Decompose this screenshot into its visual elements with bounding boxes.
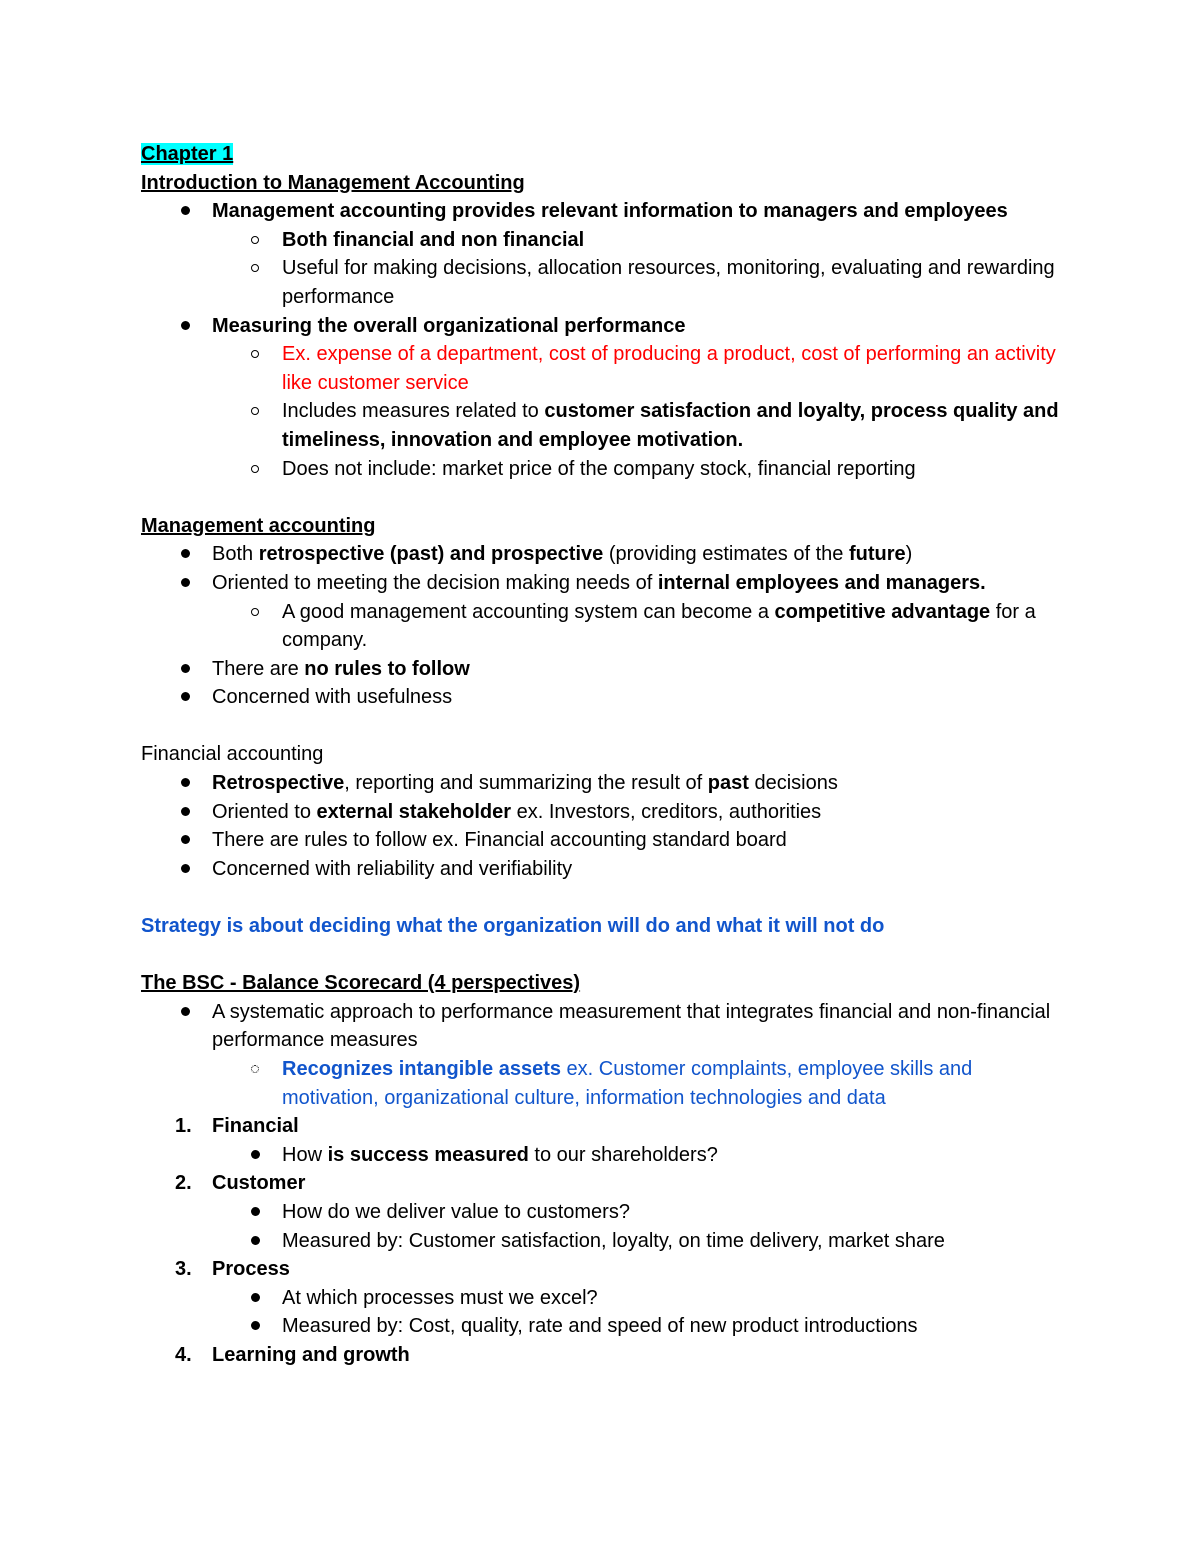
bullet-icon bbox=[179, 998, 191, 1027]
bullet-icon bbox=[179, 655, 191, 684]
dotted-circle-bullet-icon bbox=[249, 1055, 261, 1084]
item-number: 2. bbox=[175, 1172, 192, 1195]
chapter-label: Chapter 1 bbox=[141, 143, 234, 165]
list-item: Oriented to external stakeholder ex. Investors, creditors, authorities bbox=[141, 798, 1061, 827]
mgmt-list bbox=[141, 540, 1061, 712]
chapter-heading bbox=[141, 140, 1061, 169]
bullet-icon bbox=[249, 1227, 261, 1256]
list-item: Concerned with usefulness bbox=[141, 683, 1061, 712]
list-item: Measuring the overall organizational performance bbox=[141, 312, 1061, 341]
bullet-icon bbox=[179, 826, 191, 855]
bullet-icon bbox=[179, 569, 191, 598]
circle-bullet-icon bbox=[249, 340, 261, 369]
mgmt-heading: Management accounting bbox=[141, 514, 376, 537]
list-item: How do we deliver value to customers? bbox=[141, 1198, 1061, 1227]
bullet-icon bbox=[179, 197, 191, 226]
bsc-heading: The BSC - Balance Scorecard (4 perspectives) bbox=[141, 972, 581, 995]
bullet-icon bbox=[179, 855, 191, 884]
circle-bullet-icon bbox=[249, 397, 261, 426]
list-item: Oriented to meeting the decision making needs of internal employees and managers. bbox=[141, 569, 1061, 598]
circle-bullet-icon bbox=[249, 455, 261, 484]
bullet-icon bbox=[249, 1312, 261, 1341]
circle-bullet-icon bbox=[249, 598, 261, 627]
fin-heading: Financial accounting bbox=[141, 743, 324, 766]
intro-heading: Introduction to Management Accounting bbox=[141, 171, 525, 194]
list-item: Both retrospective (past) and prospective (providing estimates of the future) bbox=[141, 540, 1061, 569]
item-number: 3. bbox=[175, 1258, 192, 1281]
list-item: Ex. expense of a department, cost of producing a product, cost of performing an activity like customer service bbox=[141, 340, 1061, 397]
item-number: 1. bbox=[175, 1115, 192, 1138]
list-item: Retrospective, reporting and summarizing the result of past decisions bbox=[141, 769, 1061, 798]
circle-bullet-icon bbox=[249, 254, 261, 283]
list-item: Recognizes intangible assets ex. Customer complaints, employee skills and motivation, organizational culture, information technologies and data bbox=[141, 1055, 1061, 1112]
circle-bullet-icon bbox=[249, 226, 261, 255]
bullet-icon bbox=[249, 1141, 261, 1170]
bullet-icon bbox=[179, 769, 191, 798]
list-item: There are rules to follow ex. Financial accounting standard board bbox=[141, 826, 1061, 855]
perspective-item: 2. Customer bbox=[141, 1169, 1061, 1198]
list-item: Measured by: Customer satisfaction, loyalty, on time delivery, market share bbox=[141, 1227, 1061, 1256]
bullet-icon bbox=[249, 1198, 261, 1227]
bullet-icon bbox=[249, 1284, 261, 1313]
list-item: There are no rules to follow bbox=[141, 655, 1061, 684]
strategy-statement: Strategy is about deciding what the organization will do and what it will not do bbox=[141, 915, 885, 938]
perspective-item: 4. Learning and growth bbox=[141, 1341, 1061, 1370]
list-item: Management accounting provides relevant information to managers and employees bbox=[141, 197, 1061, 226]
list-item: Does not include: market price of the company stock, financial reporting bbox=[141, 455, 1061, 484]
fin-list bbox=[141, 769, 1061, 883]
bsc-perspectives bbox=[141, 1112, 1061, 1369]
list-item: Measured by: Cost, quality, rate and speed of new product introductions bbox=[141, 1312, 1061, 1341]
intro-list bbox=[141, 197, 1061, 483]
list-item: How is success measured to our shareholders? bbox=[141, 1141, 1061, 1170]
bullet-icon bbox=[179, 312, 191, 341]
list-item: Includes measures related to customer satisfaction and loyalty, process quality and timeliness, innovation and employee motivation. bbox=[141, 397, 1061, 454]
bullet-icon bbox=[179, 683, 191, 712]
list-item: A good management accounting system can become a competitive advantage for a company. bbox=[141, 598, 1061, 655]
item-number: 4. bbox=[175, 1343, 192, 1366]
list-item: Both financial and non financial bbox=[141, 226, 1061, 255]
list-item: Useful for making decisions, allocation resources, monitoring, evaluating and rewarding performance bbox=[141, 254, 1061, 311]
list-item: Concerned with reliability and verifiability bbox=[141, 855, 1061, 884]
bullet-icon bbox=[179, 798, 191, 827]
document-body bbox=[141, 140, 1061, 1370]
list-item: A systematic approach to performance measurement that integrates financial and non-financial performance measures bbox=[141, 998, 1061, 1055]
list-item: At which processes must we excel? bbox=[141, 1284, 1061, 1313]
bsc-list bbox=[141, 998, 1061, 1112]
perspective-item: 1. Financial bbox=[141, 1112, 1061, 1141]
bullet-icon bbox=[179, 540, 191, 569]
perspective-item: 3. Process bbox=[141, 1255, 1061, 1284]
